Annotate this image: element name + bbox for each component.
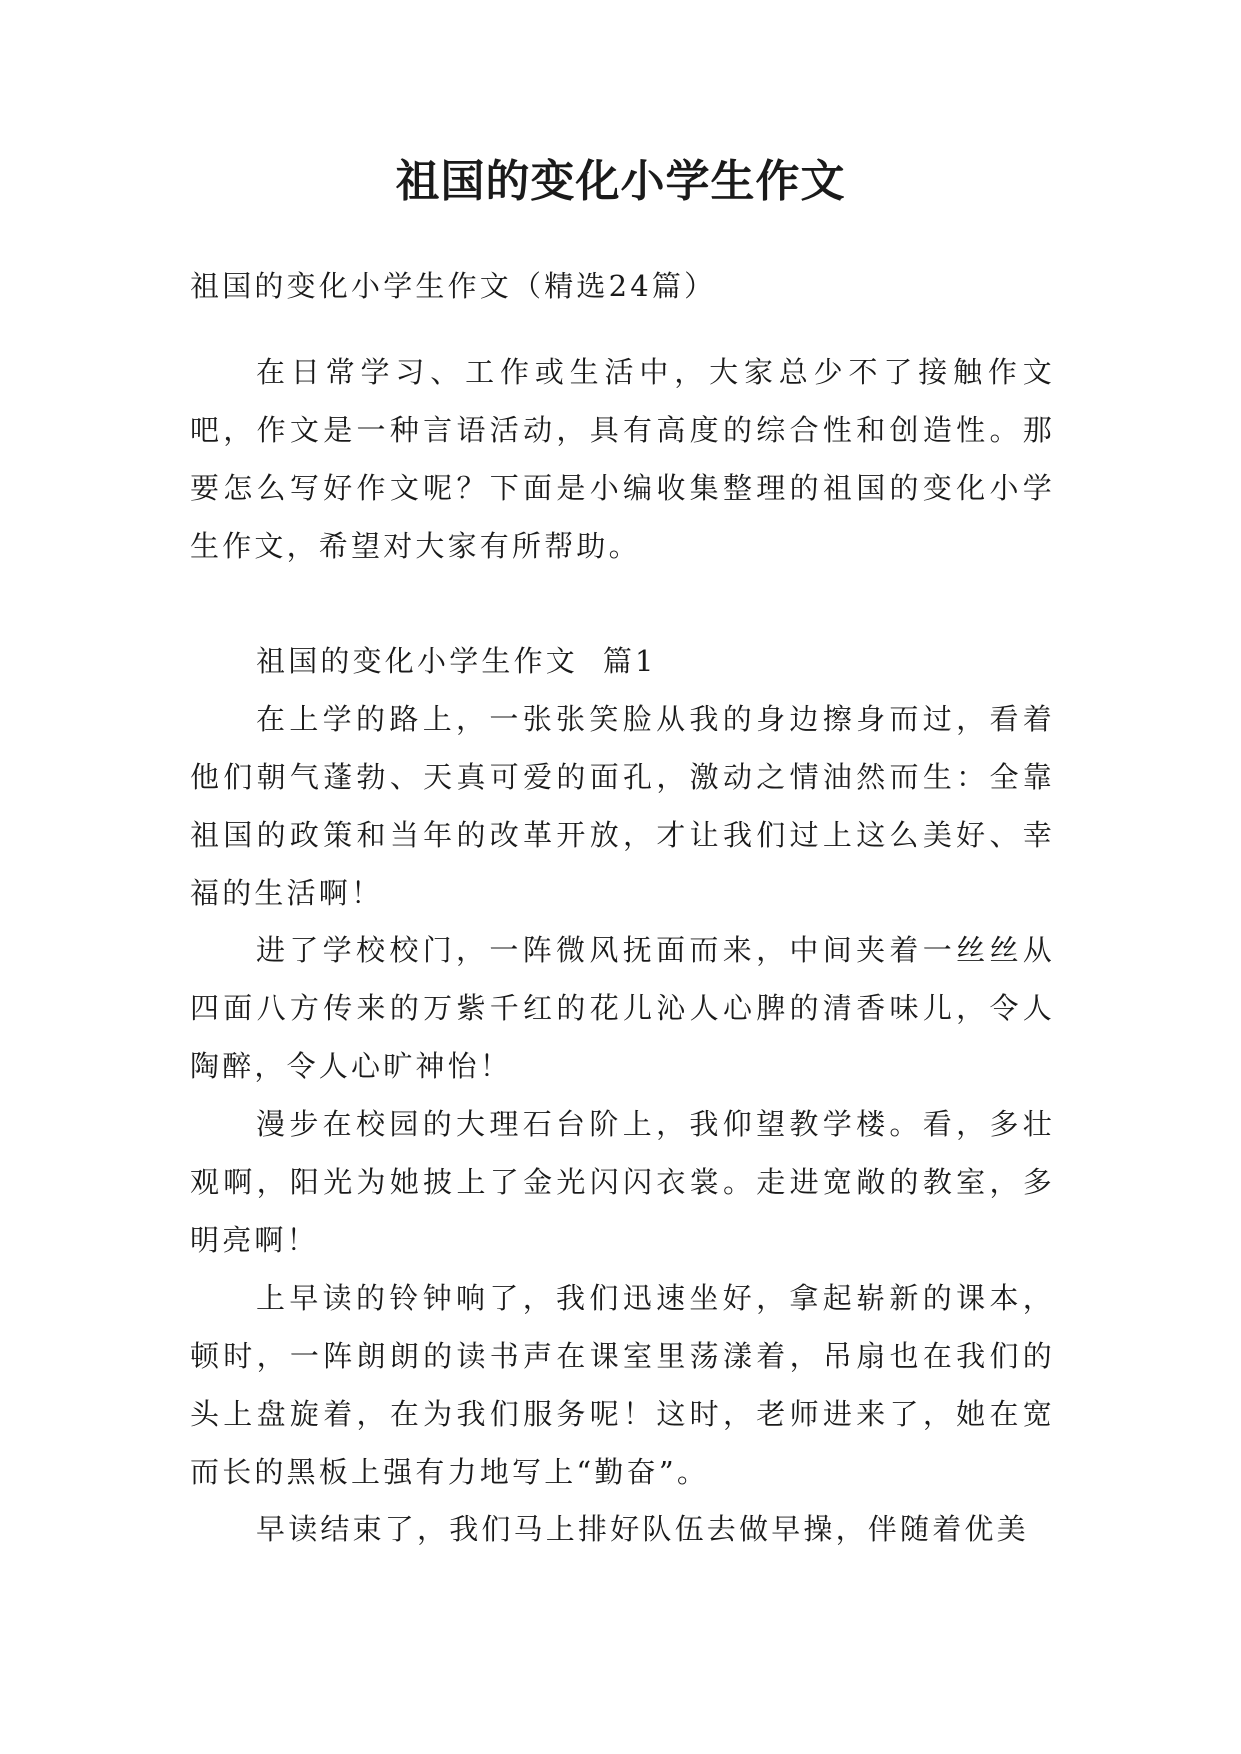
section-heading: 祖国的变化小学生作文 篇1 xyxy=(256,644,657,678)
body-paragraph: 早读结束了，我们马上排好队伍去做早操，伴随着优美 xyxy=(256,1512,1029,1546)
intro-paragraph: 在日常学习、工作或生活中，大家总少不了接触作文吧，作文是一种言语活动，具有高度的综合性和创造性。那要怎么写好作文呢？下面是小编收集整理的祖国的变化小学生作文，希望对大家有所帮助。 xyxy=(190,355,1055,563)
document-subtitle: 祖国的变化小学生作文（精选24篇） xyxy=(190,269,717,303)
body-paragraph: 进了学校校门，一阵微风抚面而来，中间夹着一丝丝从四面八方传来的万紫千红的花儿沁人心脾的清香味儿，令人陶醉，令人心旷神怡！ xyxy=(190,933,1055,1083)
document-title: 祖国的变化小学生作文 xyxy=(395,156,846,207)
body-paragraph: 上早读的铃钟响了，我们迅速坐好，拿起崭新的课本，顿时，一阵朗朗的读书声在课室里荡漾着，吊扇也在我们的头上盘旋着，在为我们服务呢！这时，老师进来了，她在宽而长的黑板上强有力地写上“勤奋”。 xyxy=(190,1281,1055,1489)
body-paragraph: 在上学的路上，一张张笑脸从我的身边擦身而过，看着他们朝气蓬勃、天真可爱的面孔，激动之情油然而生：全靠祖国的政策和当年的改革开放，才让我们过上这么美好、幸福的生活啊！ xyxy=(190,702,1055,910)
body-paragraph: 漫步在校园的大理石台阶上，我仰望教学楼。看，多壮观啊，阳光为她披上了金光闪闪衣裳。走进宽敞的教室，多明亮啊！ xyxy=(190,1107,1055,1257)
